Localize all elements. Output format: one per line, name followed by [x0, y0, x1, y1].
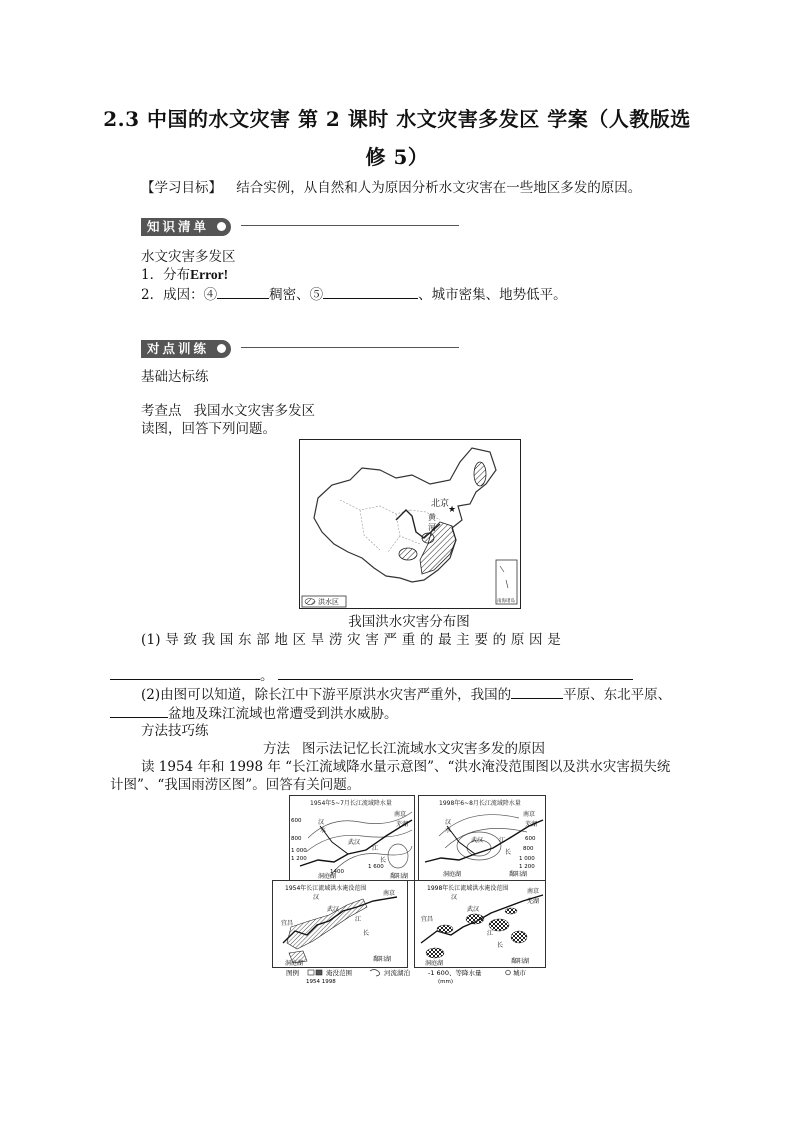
svg-text:长: 长 — [363, 930, 370, 937]
svg-text:江: 江 — [355, 916, 362, 923]
svg-text:芜湖: 芜湖 — [527, 898, 540, 905]
svg-text:1400: 1400 — [330, 869, 344, 875]
svg-text:长: 长 — [497, 942, 504, 949]
banner-dot-icon — [217, 222, 226, 231]
china-flood-map — [299, 439, 521, 609]
svg-text:(mm): (mm) — [438, 979, 454, 985]
banner-rule — [241, 347, 459, 348]
svg-text:淹没范围: 淹没范围 — [326, 969, 352, 977]
svg-text:河流湖泊: 河流湖泊 — [384, 969, 410, 977]
flood-patch — [511, 931, 527, 943]
svg-text:-1 600、等降水量: -1 600、等降水量 — [428, 969, 482, 977]
banner-rule — [241, 225, 459, 226]
svg-text:水: 水 — [320, 827, 327, 834]
precip-map-1954 — [289, 795, 415, 881]
question-2-line2: 盆地及珠江流域也常遭受到洪水威胁。 — [110, 703, 398, 724]
map-title: 1954年5~7月长江流域降水量 — [310, 800, 392, 807]
beijing-label: 北京 — [431, 499, 450, 509]
knowledge-banner — [141, 216, 461, 236]
svg-text:800: 800 — [291, 836, 302, 842]
svg-text:汉: 汉 — [451, 894, 458, 901]
blank-4[interactable] — [217, 284, 269, 299]
svg-text:鄱阳湖: 鄱阳湖 — [509, 871, 528, 878]
flood-1954-icon — [308, 970, 314, 975]
svg-text:南京: 南京 — [527, 888, 540, 895]
svg-text:南京: 南京 — [523, 811, 536, 818]
svg-text:洞庭湖: 洞庭湖 — [443, 871, 462, 878]
svg-text:1 200: 1 200 — [519, 864, 535, 870]
river-label-b: 河 — [428, 523, 436, 532]
method-practice-label: 方法技巧练 — [141, 723, 209, 739]
question-2-line1: (2)由图可以知道，除长江中下游平原洪水灾害严重外，我国的 平原、东北平原、 — [141, 684, 671, 705]
item-causes: 2．成因：④ 稠密、⑤ 、城市密集、地势低平。 — [141, 284, 567, 305]
svg-text:芜湖: 芜湖 — [525, 821, 538, 828]
isohyet-ring — [388, 844, 408, 868]
svg-text:洞庭湖: 洞庭湖 — [425, 960, 444, 967]
svg-text:1 000: 1 000 — [519, 856, 535, 862]
flood-legend-icon — [305, 599, 315, 605]
goal-label: 【学习目标】 — [141, 180, 222, 196]
svg-text:江: 江 — [499, 837, 506, 844]
svg-text:水: 水 — [445, 827, 452, 834]
svg-text:鄱阳湖: 鄱阳湖 — [390, 873, 409, 880]
flood-patch — [426, 948, 444, 958]
china-map-svg — [300, 440, 520, 608]
flood-patch — [437, 925, 453, 933]
method-heading: 方法 图示法记忆长江流域水文灾害多发的原因 — [263, 741, 545, 757]
svg-text:江: 江 — [372, 845, 379, 852]
svg-text:1954年长江流域洪水淹没范围: 1954年长江流域洪水淹没范围 — [285, 885, 367, 892]
maps-legend — [286, 967, 546, 989]
legend-flood-label: 洪水区 — [318, 598, 339, 606]
q2-blank-2[interactable] — [110, 703, 168, 718]
banner-dot-icon — [217, 344, 226, 353]
flood-patch — [466, 914, 484, 924]
q2-blank-1[interactable] — [511, 684, 563, 699]
svg-text:长: 长 — [505, 849, 512, 856]
learning-goal — [141, 178, 641, 198]
china-outline — [314, 448, 496, 582]
river-label-a: 黄 — [428, 513, 436, 522]
flood-map-1998 — [414, 880, 546, 968]
section-heading: 水文灾害多发区 — [141, 249, 236, 265]
svg-text:1 200: 1 200 — [291, 856, 307, 862]
svg-text:江: 江 — [487, 930, 494, 937]
question-1-answer: 。 — [110, 665, 633, 686]
practice-banner — [141, 338, 461, 358]
svg-text:长: 长 — [380, 857, 387, 864]
error-text: Error! — [190, 267, 229, 282]
flood-1998-icon — [316, 970, 322, 975]
svg-text:800: 800 — [523, 846, 534, 852]
svg-text:洞庭湖: 洞庭湖 — [285, 960, 304, 967]
svg-text:汉: 汉 — [445, 819, 452, 826]
svg-text:1 000: 1 000 — [291, 848, 307, 854]
item-distribution: 1．分布Error! — [141, 267, 229, 283]
svg-text:汉: 汉 — [313, 894, 320, 901]
banner-label: 知识清单 — [147, 219, 210, 234]
province-borders — [340, 500, 440, 552]
svg-text:1998年长江流域洪水淹没范围: 1998年长江流域洪水淹没范围 — [427, 885, 509, 892]
flood-region-yangtze — [420, 522, 456, 574]
test-point: 考查点 我国水文灾害多发区 — [141, 403, 315, 419]
svg-text:芜湖: 芜湖 — [396, 821, 409, 828]
q1-answer-line — [278, 665, 633, 680]
precip-map-1998 — [418, 795, 546, 881]
svg-text:鄱阳湖: 鄱阳湖 — [373, 956, 392, 963]
blank-5[interactable] — [323, 284, 418, 299]
city-icon — [506, 970, 511, 975]
svg-text:武汉: 武汉 — [348, 839, 361, 846]
svg-text:宜昌: 宜昌 — [281, 920, 294, 927]
svg-text:武汉: 武汉 — [467, 906, 480, 913]
instruction: 读图，回答下列问题。 — [141, 421, 276, 437]
reading-para-2: 计图”、“我国雨涝区图”。回答有关问题。 — [110, 777, 361, 793]
svg-text:600: 600 — [525, 836, 536, 842]
svg-text:南京: 南京 — [383, 890, 396, 897]
svg-text:600: 600 — [291, 818, 302, 824]
flood-region-northeast — [474, 462, 486, 486]
banner-label: 对点训练 — [147, 341, 210, 356]
goal-text: 结合实例，从自然和人为原因分析水文灾害在一些地区多发的原因。 — [236, 180, 642, 196]
page-title: 2.3 中国的水文灾害 第 2 课时 水文灾害多发区 学案（人教版选修 5） — [103, 107, 691, 169]
question-1: (1) 导 致 我 国 东 部 地 区 旱 涝 灾 害 严 重 的 最 主 要 的 原 因 是 — [141, 632, 561, 648]
map-title: 1998年6~8月长江流域降水量 — [439, 800, 521, 807]
inset-label: 南海诸岛 — [497, 599, 515, 604]
basic-practice-label: 基础达标练 — [141, 369, 209, 385]
svg-text:鄱阳湖: 鄱阳湖 — [511, 958, 530, 965]
map1-caption: 我国洪水灾害分布图 — [348, 614, 470, 630]
svg-text:洞庭湖: 洞庭湖 — [318, 873, 337, 880]
flood-patch — [505, 908, 517, 914]
svg-text:武汉: 武汉 — [327, 906, 340, 913]
svg-text:城市: 城市 — [513, 969, 526, 977]
legend-label: 图例 — [286, 969, 299, 977]
svg-text:南京: 南京 — [394, 811, 407, 818]
svg-text:宜昌: 宜昌 — [421, 916, 434, 923]
svg-text:武汉: 武汉 — [471, 837, 484, 844]
river-lake-icon — [370, 970, 380, 977]
svg-text:汉: 汉 — [318, 819, 325, 826]
q1-answer-blank[interactable] — [110, 665, 260, 680]
flood-map-1954 — [272, 880, 408, 968]
svg-text:1 600: 1 600 — [368, 864, 384, 870]
flood-region-sichuan — [399, 548, 417, 560]
svg-text:1954 1998: 1954 1998 — [306, 979, 336, 985]
reading-para-1: 读 1954 年和 1998 年 “长江流域降水量示意图”、“洪水淹没范围图以及洪水灾害损失统 — [141, 759, 671, 775]
beijing-star-icon: ★ — [448, 505, 457, 515]
